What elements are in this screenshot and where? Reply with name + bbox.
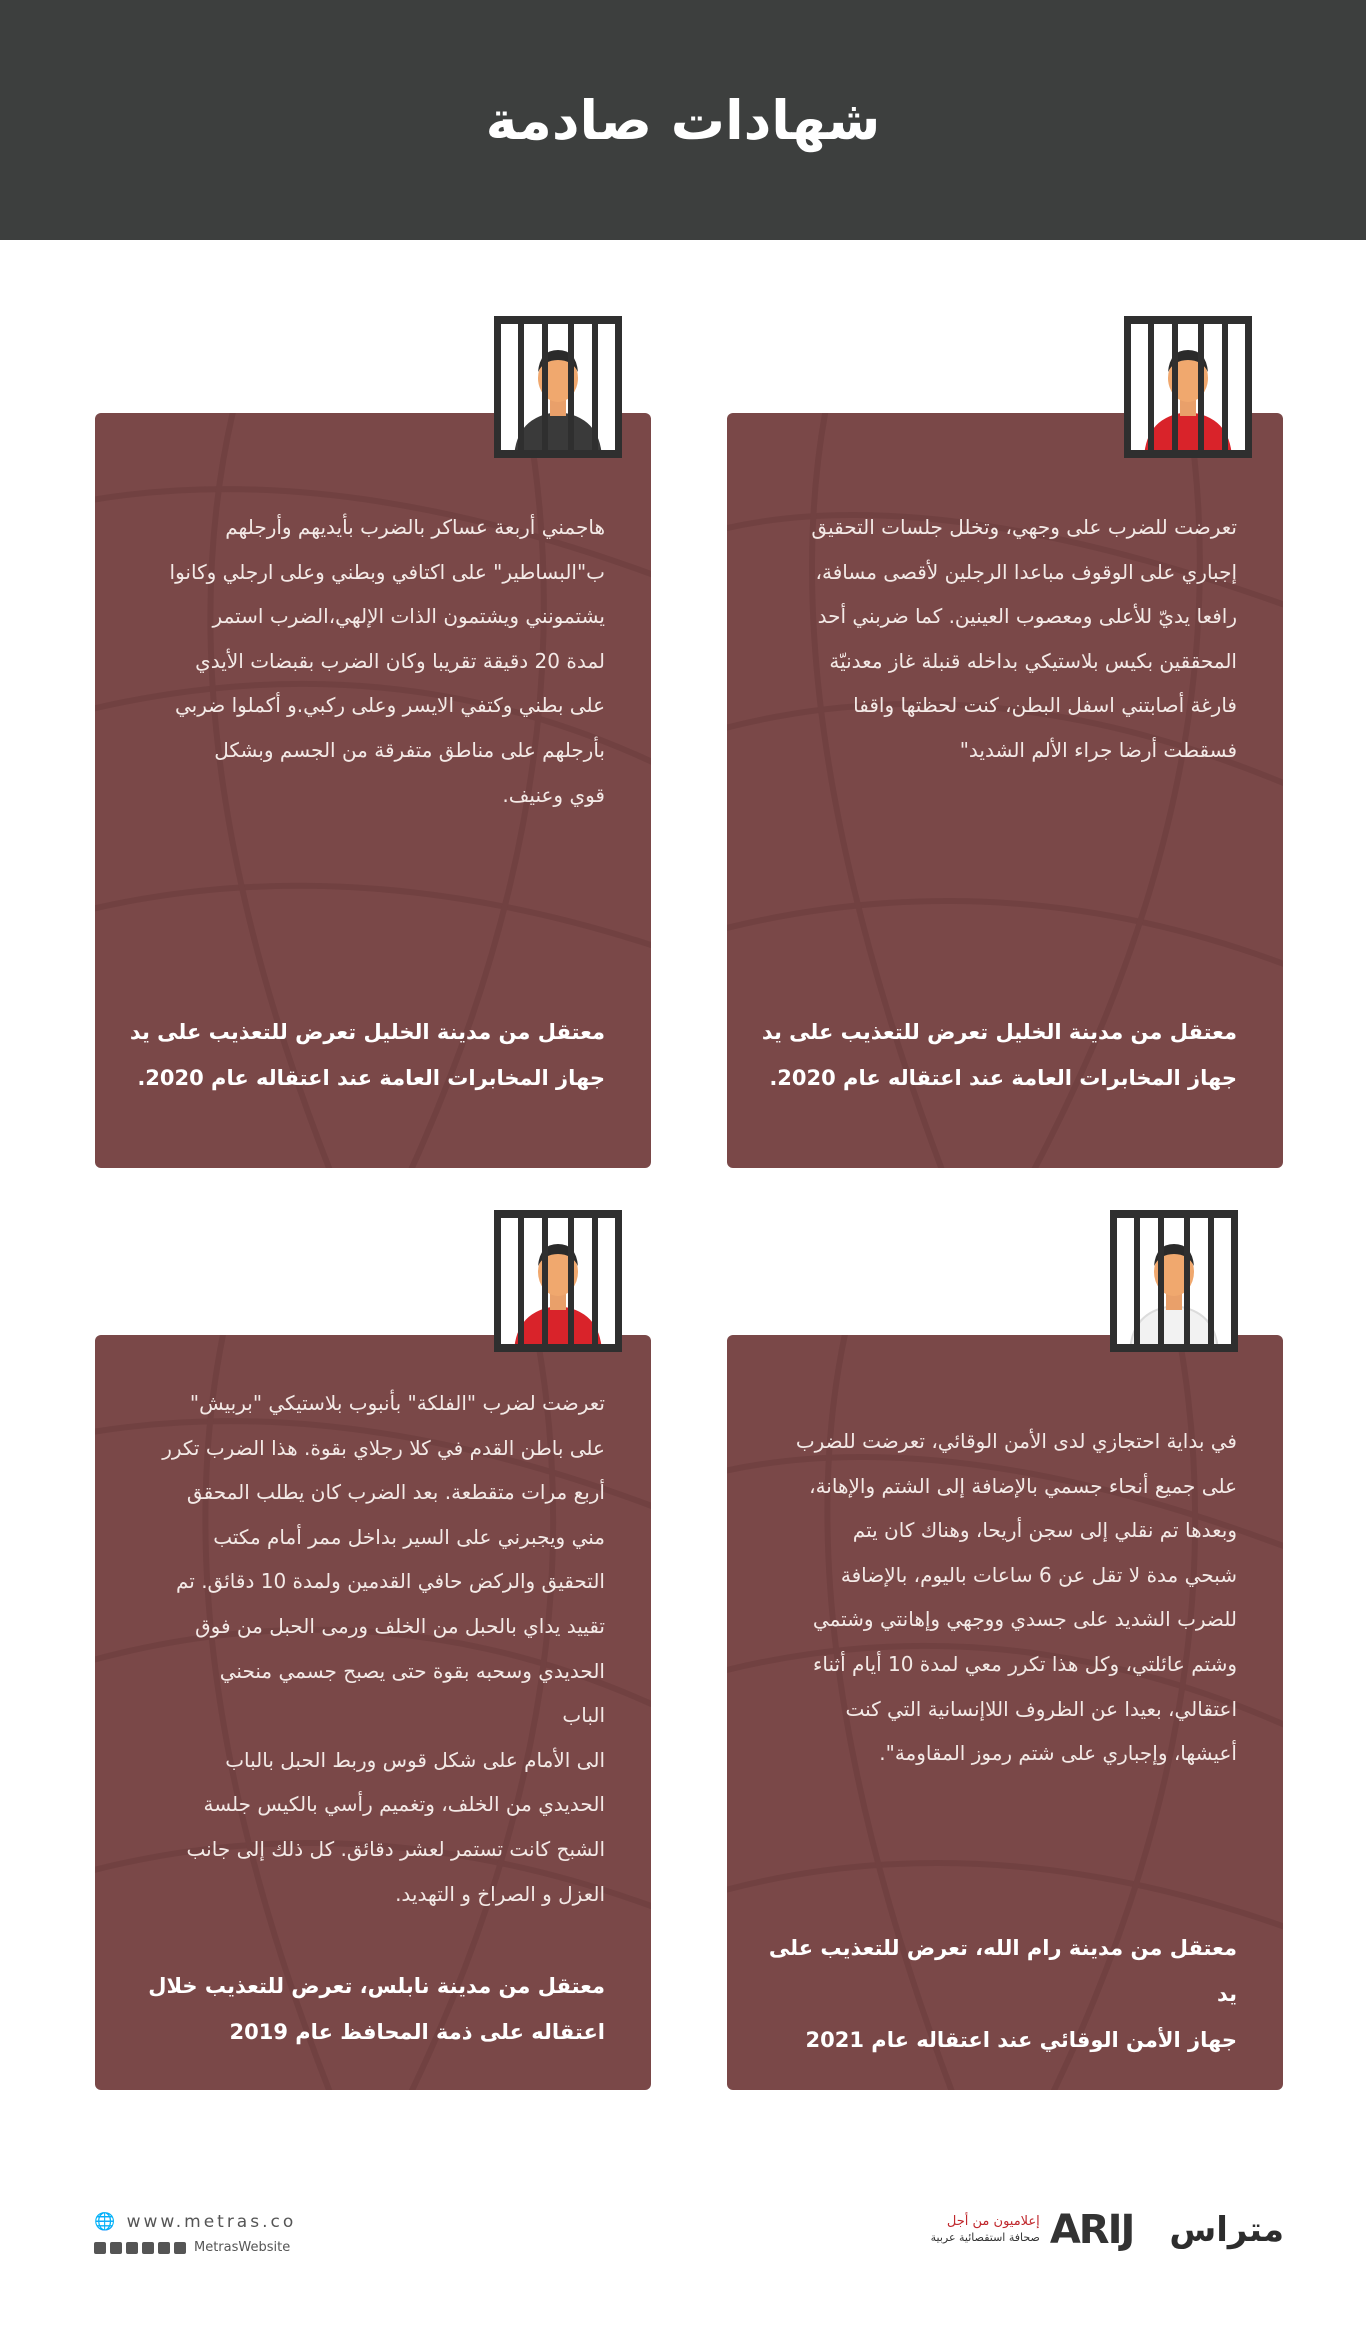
social-handle: MetrasWebsite: [194, 2240, 291, 2255]
arij-wordmark: ARIJ: [1049, 2207, 1134, 2253]
testimony-text: في بداية احتجازي لدى الأمن الوقائي، تعرضت للضرب على جميع أنحاء جسمي بالإضافة إلى الشتم والإهانة، وبعدها تم نقلي إلى سجن أريحا، وهناك كان يتم شبحي مدة لا تقل عن 6 ساعات باليوم، بالإضافة للضرب الشديد على جسدي ووجهي وإهانتي وشتمي وشتم عائلتي، وكل هذا تكرر معي لمدة 10 أيام أثناء اعتقالي، بعيدا عن الظروف اللاإنسانية التي كنت أعيشها، وإجباري على شتم رموز المقاومة".: [795, 1429, 1237, 1766]
youtube-icon[interactable]: [158, 2242, 170, 2254]
testimony-card-1: [727, 413, 1283, 1168]
detainee-caption: معتقل من مدينة رام الله، تعرض للتعذيب على يد جهاز الأمن الوقائي عند اعتقاله عام 2021: [768, 1936, 1237, 2052]
testimony-text: تعرضت للضرب على وجهي، وتخلل جلسات التحقيق إجباري على الوقوف مباعدا الرجلين لأقصى مسافة، رافعا يديّ للأعلى ومعصوب العينين. كما ضربني أحد المحققين بكيس بلاستيكي بداخله قنبلة غاز معدنيّة فارغة أصابتني اسفل البطن، كنت لحظتها واقفا فسقطت أرضا جراء الألم الشديد": [811, 515, 1237, 762]
footer-links: [94, 2212, 296, 2255]
snapchat-icon[interactable]: [94, 2242, 106, 2254]
arij-subtitle: صحافة استقصائية عربية: [930, 2231, 1040, 2244]
metras-logo: متراس: [1169, 2210, 1284, 2250]
twitter-icon[interactable]: [126, 2242, 138, 2254]
prisoner-avatar-icon: [494, 316, 622, 458]
footer-logos: [931, 2200, 1284, 2260]
testimony-card-2: [95, 413, 651, 1168]
facebook-icon[interactable]: [142, 2242, 154, 2254]
testimony-text: تعرضت لضرب "الفلكة" بأنبوب بلاستيكي "بربيش" على باطن القدم في كلا رجلاي بقوة. هذا الضرب تكرر أربع مرات متقطعة. بعد الضرب كان يطلب المحقق مني ويجبرني على السير بداخل ممر أمام مكتب التحقيق والركض حافي القدمين ولمدة 10 دقائق. تم تقييد يداي بالحبل من الخلف ورمى الحبل من فوق الحديدي وسحبه بقوة حتى يصبح جسمي منحني الباب الى الأمام على شكل قوس وربط الحبل بالباب الحديدي من الخلف، وتغميم رأسي بالكيس جلسة الشبح كانت تستمر لعشر دقائق. كل ذلك إلى جانب العزل و الصراخ و التهديد.: [162, 1391, 605, 1906]
testimony-card-3: [727, 1335, 1283, 2090]
arij-logo: [931, 2207, 1134, 2253]
detainee-caption: معتقل من مدينة نابلس، تعرض للتعذيب خلال اعتقاله على ذمة المحافظ عام 2019: [148, 1974, 605, 2044]
prisoner-avatar-icon: [1124, 316, 1252, 458]
header-bar: [0, 0, 1366, 240]
globe-icon: 🌐: [94, 2212, 119, 2232]
website-link[interactable]: [94, 2212, 296, 2232]
page-title: شهادات صادمة: [485, 88, 881, 152]
instagram-icon[interactable]: [174, 2242, 186, 2254]
prisoner-avatar-icon: [1110, 1210, 1238, 1352]
email-icon[interactable]: [110, 2242, 122, 2254]
prisoner-avatar-icon: [494, 1210, 622, 1352]
arij-tagline: إعلاميون من أجل: [946, 2214, 1040, 2229]
website-text: www.metras.co: [126, 2212, 297, 2232]
social-row: [94, 2240, 296, 2255]
testimony-card-4: [95, 1335, 651, 2090]
testimony-text: هاجمني أربعة عساكر بالضرب بأيديهم وأرجلهم ب"البساطير" على اكتافي وبطني وعلى ارجلي وكانوا يشتمونني ويشتمون الذات الإلهي،الضرب استمر لمدة 20 دقيقة تقريبا وكان الضرب بقبضات الأيدي على بطني وكتفي الايسر وعلى ركبي.و أكملوا ضربي بأرجلهم على مناطق متفرقة من الجسم وبشكل قوي وعنيف.: [169, 515, 605, 807]
detainee-caption: معتقل من مدينة الخليل تعرض للتعذيب على يد جهاز المخابرات العامة عند اعتقاله عام 2020.: [129, 1020, 605, 1090]
detainee-caption: معتقل من مدينة الخليل تعرض للتعذيب على يد جهاز المخابرات العامة عند اعتقاله عام 2020.: [761, 1020, 1237, 1090]
